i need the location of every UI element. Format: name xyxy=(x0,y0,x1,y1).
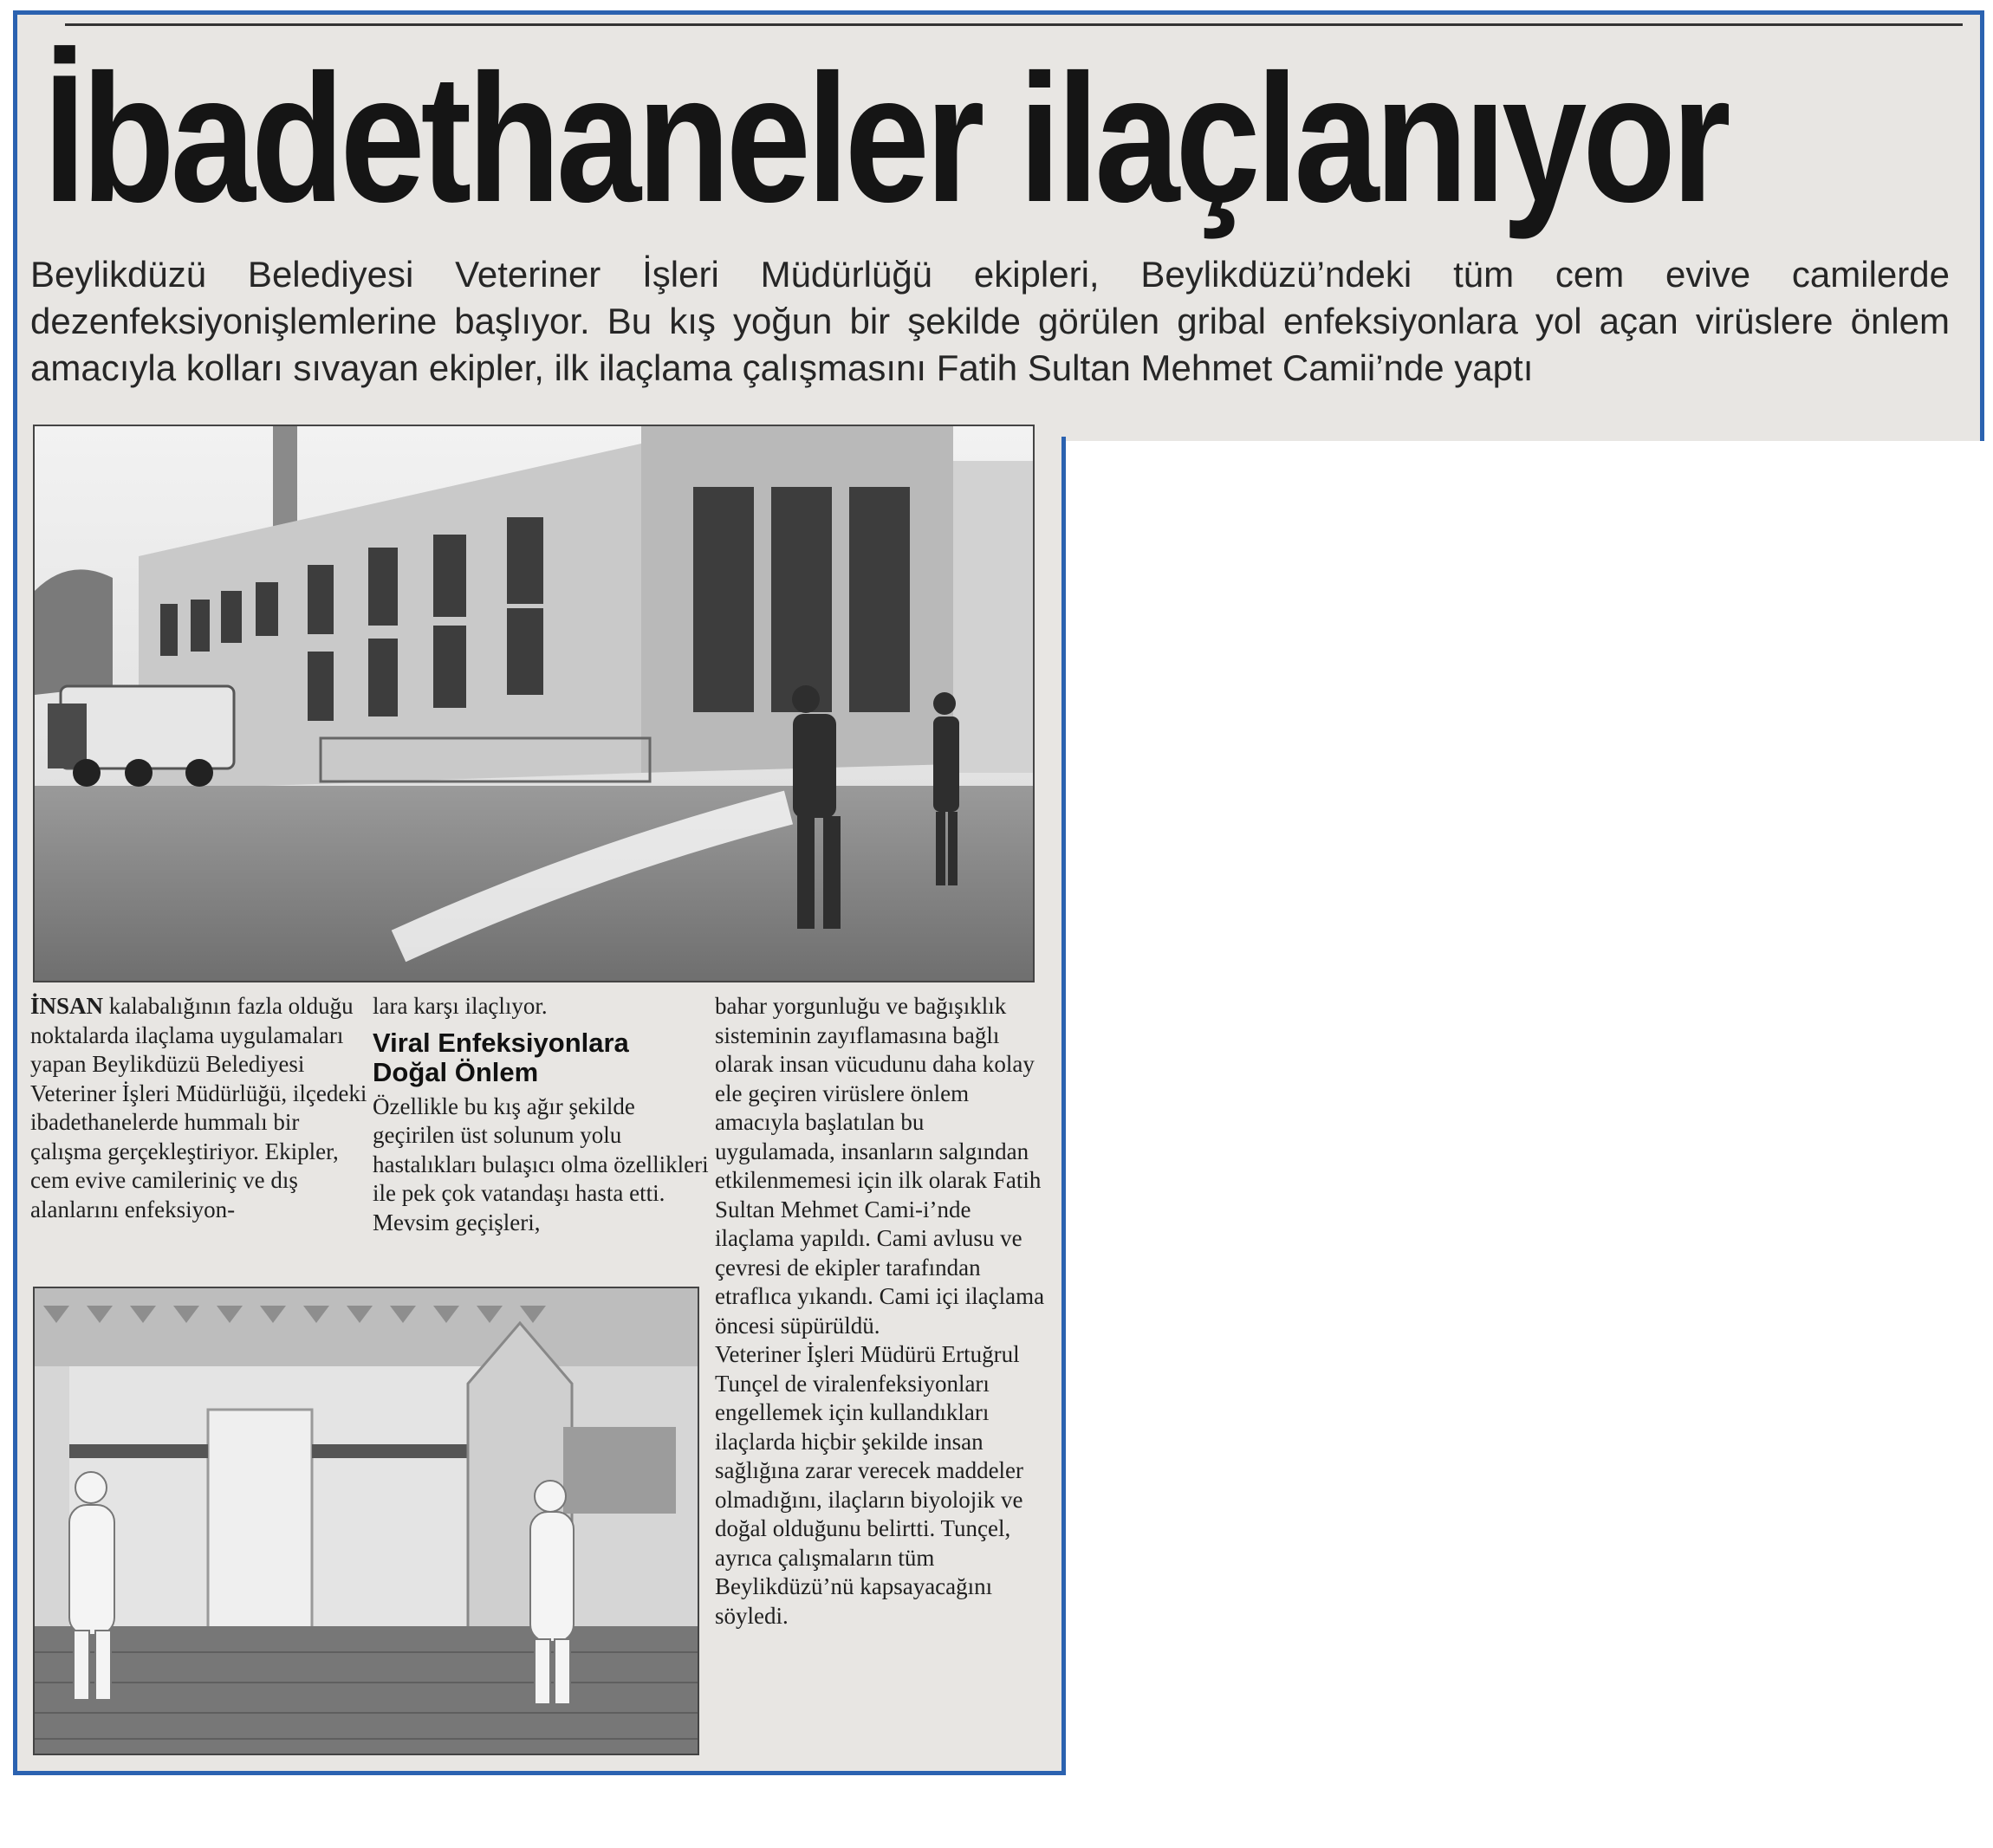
mosque-exterior-photo xyxy=(33,425,1035,982)
top-rule xyxy=(65,23,1963,26)
body-column-3-paragraph-1: bahar yorgunluğu ve bağışıklık sisteminin zayıflamasına bağlı olarak insan vücudunu daha kolay ele geçiren virüslere önlem amacıyla başlatılan bu uygulamada, insanların salgından etkilenmemesi için ilk olarak Fatih Sultan Mehmet Cami-i’nde ilaçlama yapıldı. Cami avlusu ve çevresi de ekipler tarafından etraflıca yıkandı. Cami içi ilaçlama öncesi süpürüldü. xyxy=(715,993,1045,1339)
body-column-2-top-text: lara karşı ilaçlıyor. xyxy=(373,993,548,1019)
headline: İbadethaneler ilaçlanıyor xyxy=(43,36,1727,240)
body-column-3 xyxy=(715,992,1048,1631)
body-column-2-bottom-text: Özellikle bu kış ağır şekilde geçirilen üst solunum yolu hastalıkları bulaşıcı olma özellikleri ile pek çok vatandaşı hasta etti. Mevsim geçişleri, xyxy=(373,1093,709,1235)
mosque-interior-photo xyxy=(33,1287,699,1755)
body-column-2 xyxy=(373,992,711,1237)
body-column-3-paragraph-2: Veteriner İşleri Müdürü Ertuğrul Tunçel de viralenfeksiyonları engellemek için kullandıkları ilaçlarda hiçbir şekilde insan sağlığına zarar verecek maddeler olmadığını, ilaçların biyolojik ve doğal olduğunu belirtti. Tunçel, ayrıca çalışmaların tüm Beylikdüzü’nü kapsayacağını söyledi. xyxy=(715,1341,1024,1629)
body-column-1-text: kalabalığının fazla olduğu noktalarda ilaçlama uygulamaları yapan Beylikdüzü Belediyesi Veteriner İşleri Müdürlüğü, ilçedeki ibadethanelerde hummalı bir çalışma gerçekleştiriyor. Ekipler, cem evive camileriniç ve dış alanlarını enfeksiyon- xyxy=(30,993,367,1222)
body-lead-word: İNSAN xyxy=(30,993,104,1019)
subheading: Viral Enfeksiyonlara Doğal Önlem xyxy=(373,1027,629,1087)
body-column-1 xyxy=(30,992,373,1224)
lead-paragraph: Beylikdüzü Belediyesi Veteriner İşleri Müdürlüğü ekipleri, Beylikdüzü’ndeki tüm cem evive camilerde dezenfeksiyonişlemlerine başlıyor. Bu kış yoğun bir şekilde görülen gribal enfeksiyonlara yol açan virüslere önlem amacıyla kolları sıvayan ekipler, ilk ilaçlama çalışmasını Fatih Sultan Mehmet Camii’nde yaptı xyxy=(30,254,1950,388)
